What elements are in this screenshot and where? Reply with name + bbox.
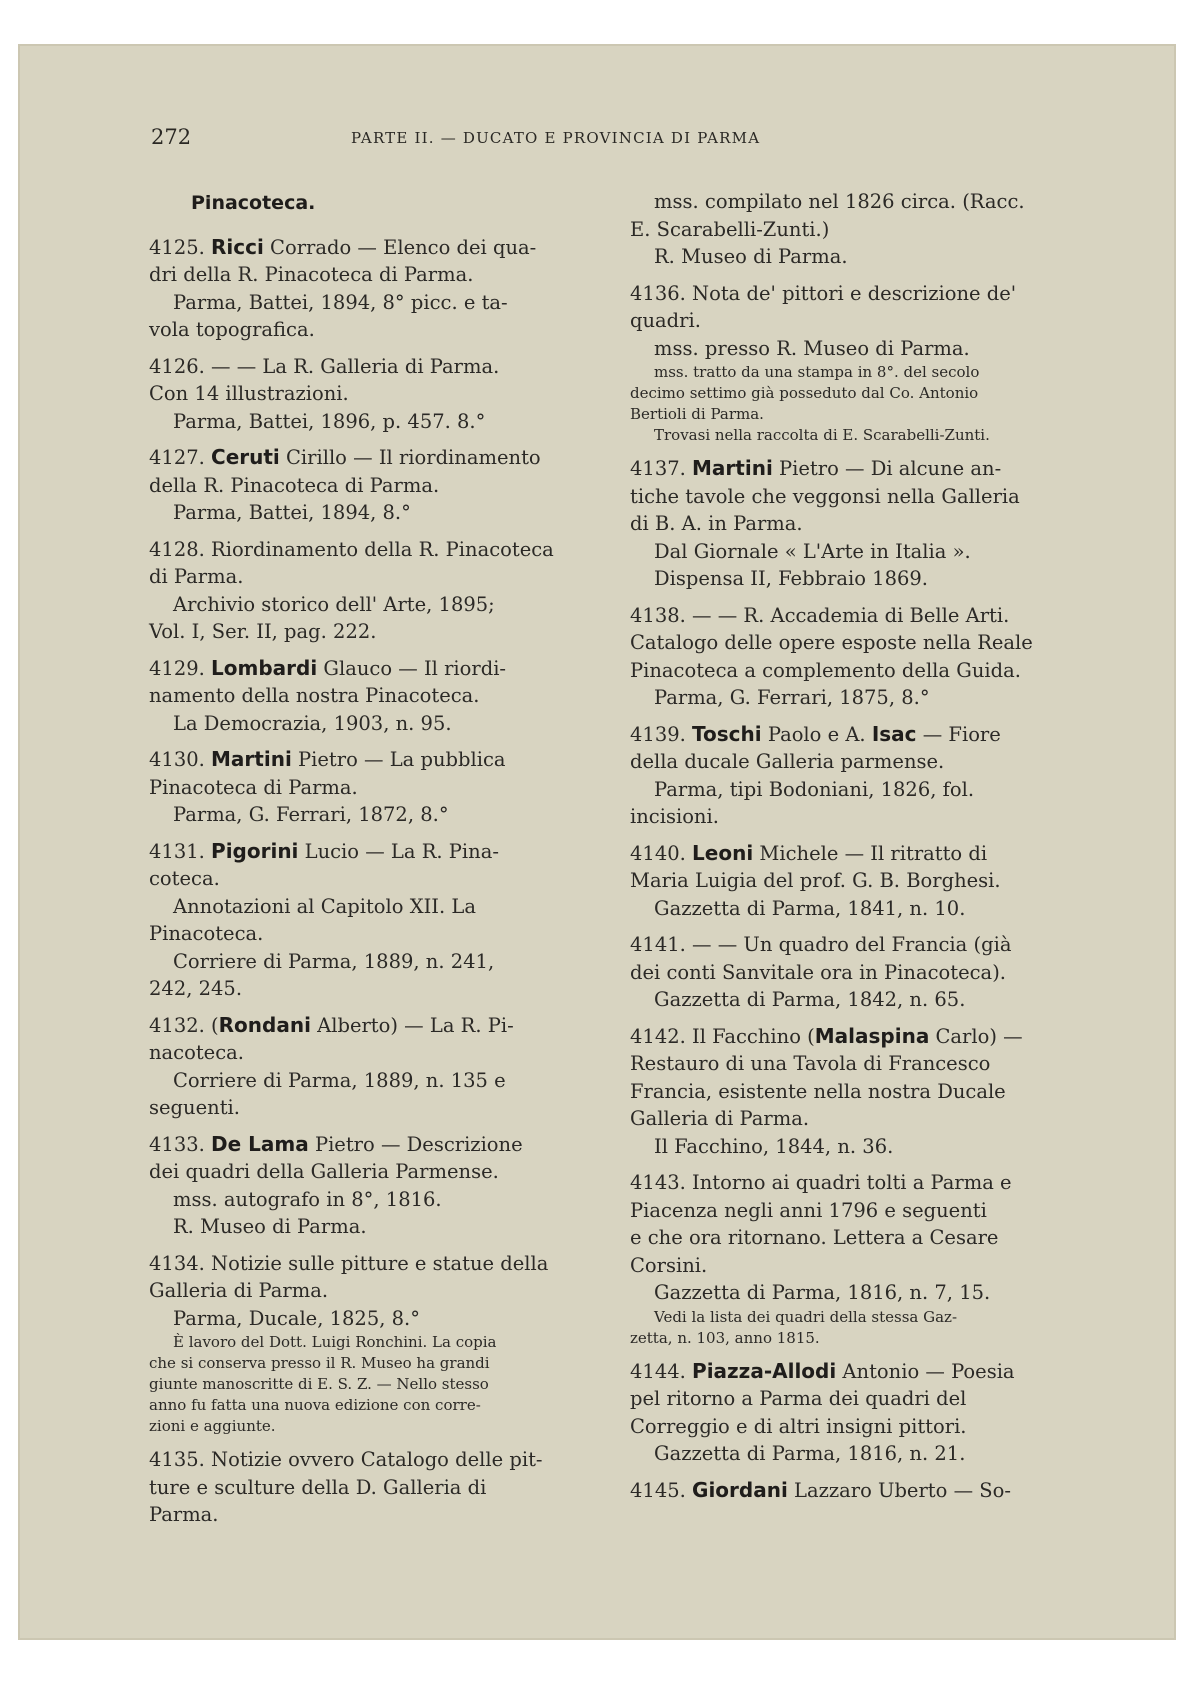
entry-text: 4126. — — La R. Galleria di Parma. xyxy=(149,354,500,378)
entry-line xyxy=(149,261,604,289)
entry-line xyxy=(630,1358,1085,1386)
entry-note-line xyxy=(630,404,1085,425)
entry-text: Cirillo — Il riordinamento xyxy=(279,446,541,469)
entry-text: 4131. xyxy=(149,839,212,863)
entry-text: mss. presso R. Museo di Parma. xyxy=(654,336,970,360)
entry-text: Glauco — Il riordi- xyxy=(317,656,507,680)
entry-text: mss. autografo in 8°, 1816. xyxy=(173,1187,442,1211)
entry-text: di Parma. xyxy=(149,565,244,588)
entry-line xyxy=(149,746,604,774)
entry-line xyxy=(149,1446,604,1474)
entry-line xyxy=(630,776,1085,804)
entry-text: 4135. Notizie ovvero Catalogo delle pit- xyxy=(149,1448,543,1471)
entry-text: di B. A. in Parma. xyxy=(630,512,803,535)
entry-text: 4139. xyxy=(630,722,693,746)
entry-line xyxy=(630,538,1085,566)
entry-note-line xyxy=(630,1328,1085,1349)
entry-line xyxy=(630,1169,1085,1197)
author-name: De Lama xyxy=(211,1131,309,1156)
entry-line xyxy=(630,684,1085,712)
entry-text: Annotazioni al Capitolo XII. La xyxy=(173,894,476,918)
entry-text: Corriere di Parma, 1889, n. 135 e xyxy=(173,1068,506,1092)
entry-text: Pinacoteca a complemento della Guida. xyxy=(630,658,1021,682)
entry-note-line xyxy=(149,1332,604,1353)
entry-line xyxy=(630,455,1085,483)
author-name: Martini xyxy=(692,456,773,480)
entry-line xyxy=(630,307,1085,335)
author-name: Lombardi xyxy=(211,655,318,680)
entry-text: Maria Luigia del prof. G. B. Borghesi. xyxy=(630,869,1001,892)
entry-text: pel ritorno a Parma dei quadri del xyxy=(630,1387,967,1410)
entry-text: Michele — Il ritratto di xyxy=(753,841,988,865)
entry-line xyxy=(630,629,1085,657)
entry-text: 4142. Il Facchino ( xyxy=(630,1024,815,1048)
catalog-entry xyxy=(630,840,1085,923)
entry-line xyxy=(630,721,1085,749)
entry-line xyxy=(630,1477,1085,1505)
entry-line xyxy=(630,280,1085,308)
entry-line xyxy=(149,774,604,802)
entry-text: Paolo e A. xyxy=(761,722,872,746)
author-name: Piazza-Allodi xyxy=(692,1358,837,1383)
entry-line xyxy=(149,1067,604,1095)
catalog-entry xyxy=(630,455,1085,593)
page-number: 272 xyxy=(151,125,192,149)
entry-line xyxy=(149,1012,604,1040)
entry-line xyxy=(630,748,1085,776)
catalog-entry xyxy=(630,602,1085,712)
entry-line xyxy=(149,948,604,976)
entry-text: 4128. Riordinamento della R. Pinacoteca xyxy=(149,537,554,561)
entry-line xyxy=(149,1094,604,1122)
entry-text: 4145. xyxy=(630,1478,693,1502)
catalog-entry xyxy=(149,444,604,527)
entry-text: Parma, G. Ferrari, 1875, 8.° xyxy=(654,686,930,709)
entry-line xyxy=(149,1250,604,1278)
entry-line xyxy=(149,1501,604,1529)
entry-text: 242, 245. xyxy=(149,977,243,1000)
entry-text: dei conti Sanvitale ora in Pinacoteca). xyxy=(630,960,1006,984)
entry-line xyxy=(630,867,1085,895)
entry-line xyxy=(149,893,604,921)
entry-text: La Democrazia, 1903, n. 95. xyxy=(173,711,452,735)
entry-line xyxy=(149,444,604,472)
entry-note-line xyxy=(149,1374,604,1395)
entry-text: 4129. xyxy=(149,656,212,680)
entry-line xyxy=(630,1105,1085,1133)
entry-text: Pietro — Descrizione xyxy=(308,1132,523,1156)
entry-note-line xyxy=(149,1353,604,1374)
entry-text: 4125. xyxy=(149,235,212,259)
entry-text: decimo settimo già posseduto dal Co. Antonio xyxy=(630,384,979,402)
entry-text: dri della R. Pinacoteca di Parma. xyxy=(149,263,474,286)
entry-text: Corriere di Parma, 1889, n. 241, xyxy=(173,949,495,973)
entry-line xyxy=(630,565,1085,593)
entry-line xyxy=(630,243,1085,271)
entry-line xyxy=(630,510,1085,538)
entry-line xyxy=(149,1158,604,1186)
entry-line xyxy=(149,380,604,408)
entry-text: Galleria di Parma. xyxy=(149,1279,329,1302)
catalog-entry xyxy=(149,353,604,436)
entry-text: Parma, Battei, 1894, 8.° xyxy=(173,501,411,524)
entry-text: 4137. xyxy=(630,457,693,480)
entry-line xyxy=(149,234,604,262)
entry-line xyxy=(630,188,1085,216)
entry-text: Carlo) — xyxy=(929,1024,1023,1048)
entry-text: 4140. xyxy=(630,841,693,865)
entry-line xyxy=(149,1213,604,1241)
entry-text: Parma, tipi Bodoniani, 1826, fol. xyxy=(654,777,975,801)
entry-text: seguenti. xyxy=(149,1096,240,1119)
entry-text: Antonio — Poesia xyxy=(836,1359,1015,1383)
entry-note-line xyxy=(149,1395,604,1416)
entry-text: Il Facchino, 1844, n. 36. xyxy=(654,1134,894,1158)
entry-text: 4141. — — Un quadro del Francia (già xyxy=(630,933,1012,956)
left-column xyxy=(149,190,604,1538)
entry-line xyxy=(630,986,1085,1014)
entry-line xyxy=(149,353,604,381)
catalog-entry xyxy=(149,746,604,829)
entry-text: zioni e aggiunte. xyxy=(149,1417,276,1435)
entry-line xyxy=(149,316,604,344)
catalog-entry xyxy=(149,838,604,1003)
entry-text: coteca. xyxy=(149,867,220,890)
entry-text: Restauro di una Tavola di Francesco xyxy=(630,1052,991,1075)
entry-text: Pinacoteca. xyxy=(149,922,264,945)
entry-text: — Fiore xyxy=(916,722,1001,746)
author-name: Pigorini xyxy=(211,838,299,863)
entry-text: 4138. — — R. Accademia di Belle Arti. xyxy=(630,603,1010,627)
entry-text: 4144. xyxy=(630,1359,693,1383)
entry-line xyxy=(630,1023,1085,1051)
entry-line xyxy=(630,602,1085,630)
catalog-entry xyxy=(630,188,1085,271)
entry-text: Francia, esistente nella nostra Ducale xyxy=(630,1079,1006,1103)
author-name: Leoni xyxy=(692,840,754,865)
entry-text: 4136. Nota de' pittori e descrizione de' xyxy=(630,281,1017,305)
entry-text: Galleria di Parma. xyxy=(630,1107,810,1130)
entry-note-line xyxy=(630,1307,1085,1328)
entry-text: Alberto) — La R. Pi- xyxy=(310,1013,514,1037)
entry-line xyxy=(630,1133,1085,1161)
entry-text: mss. compilato nel 1826 circa. (Racc. xyxy=(654,190,1025,213)
entry-line xyxy=(630,1224,1085,1252)
entry-text: Lucio — La R. Pina- xyxy=(298,839,499,863)
author-name: Isac xyxy=(871,721,917,746)
entry-text: Trovasi nella raccolta di E. Scarabelli-Zunti. xyxy=(654,426,990,444)
entry-line xyxy=(630,483,1085,511)
entry-line xyxy=(149,975,604,1003)
entry-text: Pietro — Di alcune an- xyxy=(772,457,1002,480)
entry-line xyxy=(630,803,1085,831)
entry-text: anno fu fatta una nuova edizione con corre- xyxy=(149,1396,481,1414)
section-title: Pinacoteca. xyxy=(191,192,316,214)
entry-text: È lavoro del Dott. Luigi Ronchini. La copia xyxy=(173,1333,497,1351)
author-name: Ceruti xyxy=(211,445,280,469)
catalog-entry xyxy=(149,536,604,646)
entry-line xyxy=(630,335,1085,363)
catalog-entry xyxy=(630,1169,1085,1349)
entry-text: 4133. xyxy=(149,1132,212,1156)
entry-line xyxy=(149,682,604,710)
catalog-entry xyxy=(149,1250,604,1438)
entry-text: namento della nostra Pinacoteca. xyxy=(149,684,480,707)
entry-text: Parma, G. Ferrari, 1872, 8.° xyxy=(173,803,449,826)
entry-text: vola topografica. xyxy=(149,318,315,341)
entry-text: della ducale Galleria parmense. xyxy=(630,750,945,773)
entry-text: incisioni. xyxy=(630,805,719,828)
entry-line xyxy=(149,1186,604,1214)
entry-note-line xyxy=(630,425,1085,446)
entry-line xyxy=(630,1279,1085,1307)
author-name: Toschi xyxy=(692,721,762,746)
catalog-entry xyxy=(149,234,604,344)
author-name: Giordani xyxy=(692,1477,788,1502)
catalog-entry xyxy=(630,1358,1085,1468)
entry-line xyxy=(630,657,1085,685)
entry-line xyxy=(149,536,604,564)
entry-line xyxy=(630,216,1085,244)
entry-note-line xyxy=(630,383,1085,404)
entry-text: Parma, Battei, 1894, 8° picc. e ta- xyxy=(173,290,508,314)
entry-text: che si conserva presso il R. Museo ha grandi xyxy=(149,1354,490,1372)
entry-text: R. Museo di Parma. xyxy=(173,1215,367,1238)
catalog-entry xyxy=(149,1131,604,1241)
entry-text: 4130. xyxy=(149,748,212,771)
author-name: Rondani xyxy=(218,1012,311,1037)
entry-line xyxy=(149,710,604,738)
entry-line xyxy=(149,1277,604,1305)
entry-note-line xyxy=(630,362,1085,383)
entry-text: E. Scarabelli-Zunti.) xyxy=(630,217,830,241)
entry-text: e che ora ritornano. Lettera a Cesare xyxy=(630,1226,999,1249)
entry-line xyxy=(149,499,604,527)
catalog-entry xyxy=(630,1477,1085,1505)
entry-line xyxy=(149,618,604,646)
entry-text: Bertioli di Parma. xyxy=(630,405,764,423)
author-name: Martini xyxy=(211,747,292,771)
entry-text: 4143. Intorno ai quadri tolti a Parma e xyxy=(630,1171,1012,1194)
entry-line xyxy=(149,865,604,893)
entry-line xyxy=(149,838,604,866)
entry-text: Gazzetta di Parma, 1816, n. 7, 15. xyxy=(654,1281,991,1304)
entry-line xyxy=(630,1440,1085,1468)
entry-text: nacoteca. xyxy=(149,1041,244,1064)
entry-text: Gazzetta di Parma, 1841, n. 10. xyxy=(654,896,966,920)
entry-text: Parma, Ducale, 1825, 8.° xyxy=(173,1306,420,1330)
entry-text: zetta, n. 103, anno 1815. xyxy=(630,1328,820,1347)
entry-line xyxy=(149,408,604,436)
entry-line xyxy=(630,1413,1085,1441)
entry-line xyxy=(630,1252,1085,1280)
entry-text: Pinacoteca di Parma. xyxy=(149,775,358,799)
right-column xyxy=(630,188,1085,1513)
entry-line xyxy=(149,591,604,619)
entry-line xyxy=(630,895,1085,923)
entry-text: Dispensa II, Febbraio 1869. xyxy=(654,567,929,590)
entry-note-line xyxy=(149,1416,604,1437)
catalog-entry xyxy=(630,931,1085,1014)
entry-line xyxy=(149,1039,604,1067)
entry-line xyxy=(630,959,1085,987)
entry-text: Parma, Battei, 1896, p. 457. 8.° xyxy=(173,409,486,433)
entry-text: 4127. xyxy=(149,446,212,469)
running-head: PARTE II. — DUCATO E PROVINCIA DI PARMA xyxy=(351,129,761,147)
entry-line xyxy=(630,931,1085,959)
entry-text: Parma. xyxy=(149,1503,219,1526)
entry-text: 4132. ( xyxy=(149,1013,219,1037)
entry-text: Con 14 illustrazioni. xyxy=(149,382,349,405)
entry-text: Vedi la lista dei quadri della stessa Gaz- xyxy=(654,1307,958,1326)
entry-line xyxy=(149,289,604,317)
entry-text: mss. tratto da una stampa in 8°. del secolo xyxy=(654,363,980,381)
entry-line xyxy=(149,1474,604,1502)
entry-text: Corsini. xyxy=(630,1253,708,1277)
catalog-entry xyxy=(630,280,1085,447)
entry-text: Corrado — Elenco dei qua- xyxy=(263,235,537,259)
entry-line xyxy=(149,655,604,683)
author-name: Malaspina xyxy=(814,1023,930,1048)
page-header xyxy=(0,125,1196,155)
entry-text: Lazzaro Uberto — So- xyxy=(787,1478,1011,1502)
entry-text: Correggio e di altri insigni pittori. xyxy=(630,1414,967,1438)
entry-line xyxy=(630,840,1085,868)
entry-line xyxy=(630,1385,1085,1413)
author-name: Ricci xyxy=(211,234,264,259)
entry-line xyxy=(149,1131,604,1159)
entry-line xyxy=(149,920,604,948)
entry-line xyxy=(630,1078,1085,1106)
entry-line xyxy=(630,1197,1085,1225)
entry-text: R. Museo di Parma. xyxy=(654,245,848,268)
entry-text: Vol. I, Ser. II, pag. 222. xyxy=(149,620,377,643)
entry-line xyxy=(149,1305,604,1333)
entry-text: dei quadri della Galleria Parmense. xyxy=(149,1160,499,1183)
catalog-entry xyxy=(149,655,604,738)
entry-text: quadri. xyxy=(630,309,701,332)
catalog-entry xyxy=(630,721,1085,831)
entry-text: Catalogo delle opere esposte nella Reale xyxy=(630,631,1033,654)
entry-text: Pietro — La pubblica xyxy=(291,748,506,771)
entry-text: Gazzetta di Parma, 1842, n. 65. xyxy=(654,988,966,1011)
catalog-entry xyxy=(630,1023,1085,1161)
entry-text: Gazzetta di Parma, 1816, n. 21. xyxy=(654,1442,966,1465)
entry-text: Archivio storico dell' Arte, 1895; xyxy=(173,592,495,616)
entry-text: Piacenza negli anni 1796 e seguenti xyxy=(630,1198,987,1222)
entry-line xyxy=(630,1050,1085,1078)
catalog-entry xyxy=(149,1012,604,1122)
entry-text: della R. Pinacoteca di Parma. xyxy=(149,473,440,497)
entry-text: ture e sculture della D. Galleria di xyxy=(149,1475,487,1499)
entry-text: giunte manoscritte di E. S. Z. — Nello stesso xyxy=(149,1375,489,1393)
entry-line xyxy=(149,472,604,500)
catalog-entry xyxy=(149,1446,604,1529)
entry-line xyxy=(149,801,604,829)
entry-line xyxy=(149,563,604,591)
entry-text: 4134. Notizie sulle pitture e statue della xyxy=(149,1251,549,1275)
entry-text: Dal Giornale « L'Arte in Italia ». xyxy=(654,539,971,563)
entry-text: tiche tavole che veggonsi nella Galleria xyxy=(630,484,1020,508)
